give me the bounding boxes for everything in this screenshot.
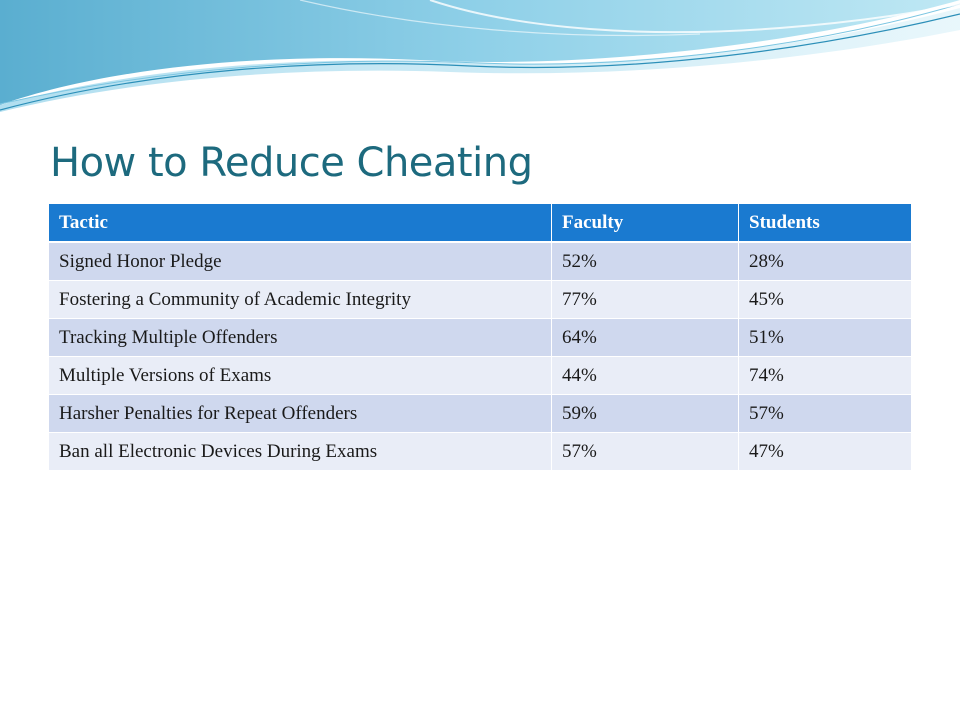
- faculty-cell: 52%: [552, 242, 739, 281]
- table-row: [49, 433, 912, 471]
- table-row: [49, 242, 912, 281]
- tactic-cell: Multiple Versions of Exams: [49, 357, 552, 395]
- table-header-row: [49, 204, 912, 243]
- slide-title: How to Reduce Cheating: [50, 140, 533, 186]
- table-row: [49, 319, 912, 357]
- tactic-cell: Ban all Electronic Devices During Exams: [49, 433, 552, 471]
- faculty-cell: 59%: [552, 395, 739, 433]
- faculty-cell: 64%: [552, 319, 739, 357]
- faculty-cell: 77%: [552, 281, 739, 319]
- students-cell: 28%: [739, 242, 912, 281]
- students-cell: 57%: [739, 395, 912, 433]
- students-cell: 51%: [739, 319, 912, 357]
- tactic-cell: Harsher Penalties for Repeat Offenders: [49, 395, 552, 433]
- header-students: Students: [739, 204, 912, 243]
- students-cell: 47%: [739, 433, 912, 471]
- table-row: [49, 357, 912, 395]
- tactic-cell: Tracking Multiple Offenders: [49, 319, 552, 357]
- decorative-wave-banner: [0, 0, 960, 120]
- header-tactic: Tactic: [49, 204, 552, 243]
- faculty-cell: 44%: [552, 357, 739, 395]
- cheating-tactics-table: [48, 203, 912, 471]
- table-row: [49, 281, 912, 319]
- table-row: [49, 395, 912, 433]
- faculty-cell: 57%: [552, 433, 739, 471]
- tactic-cell: Fostering a Community of Academic Integrity: [49, 281, 552, 319]
- tactic-cell: Signed Honor Pledge: [49, 242, 552, 281]
- students-cell: 74%: [739, 357, 912, 395]
- header-faculty: Faculty: [552, 204, 739, 243]
- students-cell: 45%: [739, 281, 912, 319]
